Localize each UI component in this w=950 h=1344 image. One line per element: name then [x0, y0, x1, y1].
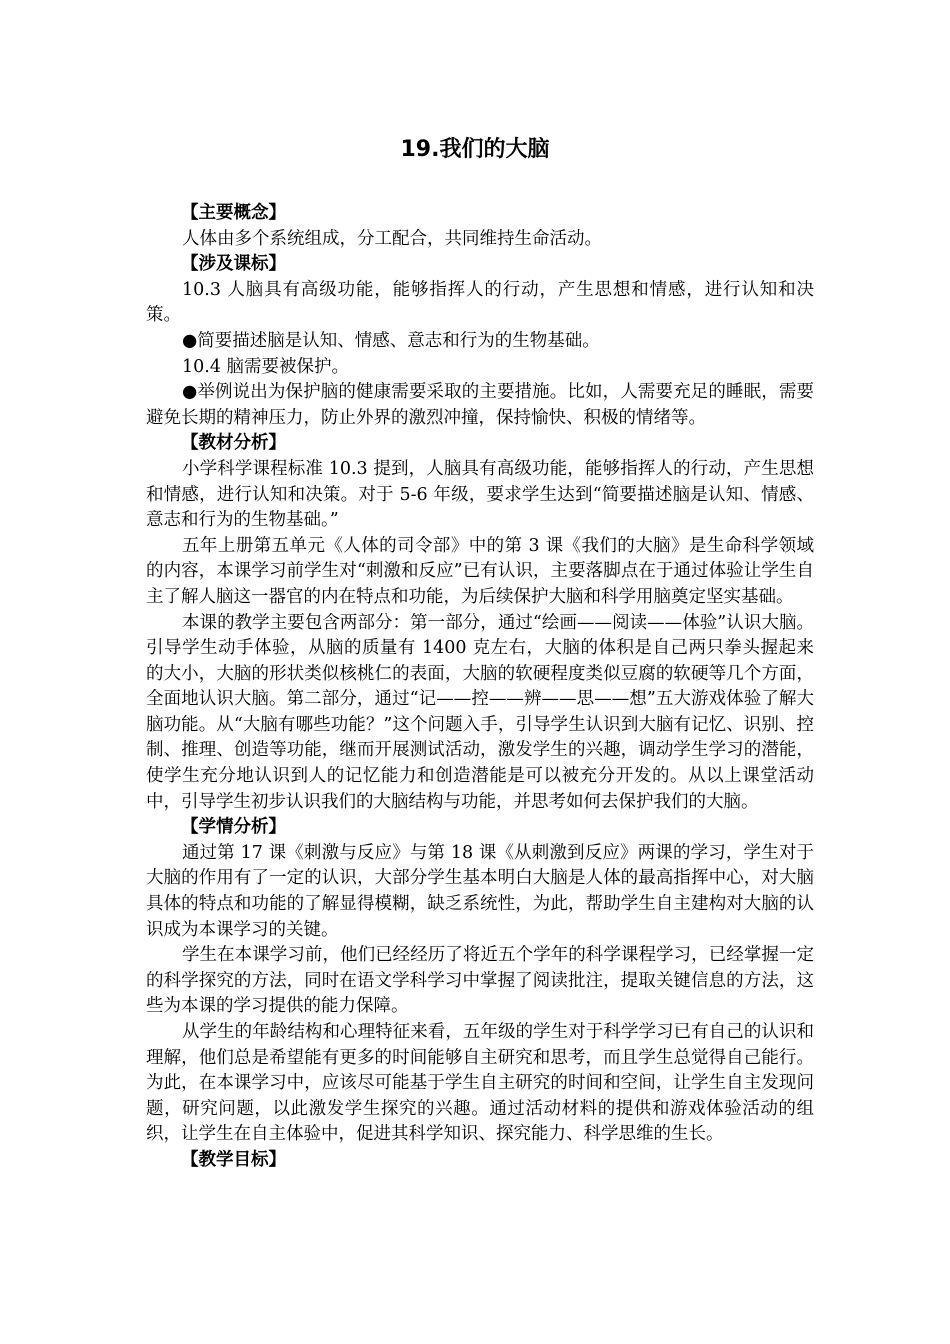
bullet-paragraph: ●举例说出为保护脑的健康需要采取的主要措施。比如，人需要充足的睡眠，需要避免长期的精神压力，防止外界的激烈冲撞，保持愉快、积极的情绪等。	[146, 382, 814, 428]
section-teaching-goals	[146, 1148, 814, 1174]
bullet-paragraph: ●简要描述脑是认知、情感、意志和行为的生物基础。	[182, 330, 600, 351]
paragraph: 10.4 脑需要被保护。	[182, 356, 350, 377]
section-textbook-analysis	[146, 431, 814, 815]
section-student-analysis	[146, 815, 814, 1148]
section-heading: 【涉及课标】	[181, 254, 286, 275]
paragraph: 五年上册第五单元《人体的司令部》中的第 3 课《我们的大脑》是生命科学领域的内容，本课学习前学生对“刺激和反应”已有认识，主要落脚点在于通过体验让学生自主了解人脑这一器官的内在特点和功能，为后续保护大脑和科学用脑奠定坚实基础。	[146, 535, 814, 607]
document-title: 19.我们的大脑	[400, 137, 550, 162]
document-body	[146, 201, 814, 1174]
paragraph: 人体由多个系统组成，分工配合，共同维持生命活动。	[182, 228, 602, 249]
section-main-concept	[146, 201, 814, 252]
section-heading: 【主要概念】	[181, 203, 286, 223]
paragraph: 本课的教学主要包含两部分：第一部分，通过“绘画——阅读——体验”认识大脑。引导学生动手体验，从脑的质量有 1400 克左右，大脑的体积是自己两只拳头握起来的大小，大脑的形状类似核桃仁的表面，大脑的软硬程度类似豆腐的软硬等几个方面，全面地认识大脑。第二部分，通过“记——控——辨——思——想”五大游戏体验了解大脑功能。从“大脑有哪些功能？”这个问题入手，引导学生认识到大脑有记忆、识别、控制、推理、创造等功能，继而开展测试活动，激发学生的兴趣，调动学生学习的潜能，使学生充分地认识到人的记忆能力和创造潜能是可以被充分开发的。从以上课堂活动中，引导学生初步认识我们的大脑结构与功能，并思考如何去保护我们的大脑。	[146, 612, 814, 812]
section-heading: 【学情分析】	[181, 817, 286, 838]
paragraph: 10.3 人脑具有高级功能，能够指挥人的行动，产生思想和情感，进行认知和决策。	[146, 279, 814, 326]
section-heading: 【教学目标】	[181, 1149, 286, 1170]
paragraph: 学生在本课学习前，他们已经经历了将近五个学年的科学课程学习，已经掌握一定的科学探究的方法，同时在语文学科学习中掌握了阅读批注，提取关键信息的方法，这些为本课的学习提供的能力保障。	[146, 945, 814, 1017]
section-heading: 【教材分析】	[181, 433, 286, 454]
paragraph: 小学科学课程标准 10.3 提到，人脑具有高级功能，能够指挥人的行动，产生思想和情感，进行认知和决策。对于 5-6 年级，要求学生达到“简要描述脑是认知、情感、意志和行为的生物基础。”	[146, 458, 814, 531]
paragraph: 从学生的年龄结构和心理特征来看，五年级的学生对于科学学习已有自己的认识和理解，他们总是希望能有更多的时间能够自主研究和思考，而且学生总觉得自己能行。为此，在本课学习中，应该尽可能基于学生自主研究的时间和空间，让学生自主发现问题，研究问题，以此激发学生探究的兴趣。通过活动材料的提供和游戏体验活动的组织，让学生在自主体验中，促进其科学知识、探究能力、科学思维的生长。	[146, 1022, 814, 1145]
section-curriculum-standards	[146, 252, 814, 431]
paragraph: 通过第 17 课《刺激与反应》与第 18 课《从刺激到反应》两课的学习，学生对于大脑的作用有了一定的认识，大部分学生基本明白大脑是人体的最高指挥中心，对大脑具体的特点和功能的了解显得模糊，缺乏系统性，为此，帮助学生自主建构对大脑的认识成为本课学习的关键。	[146, 842, 814, 940]
